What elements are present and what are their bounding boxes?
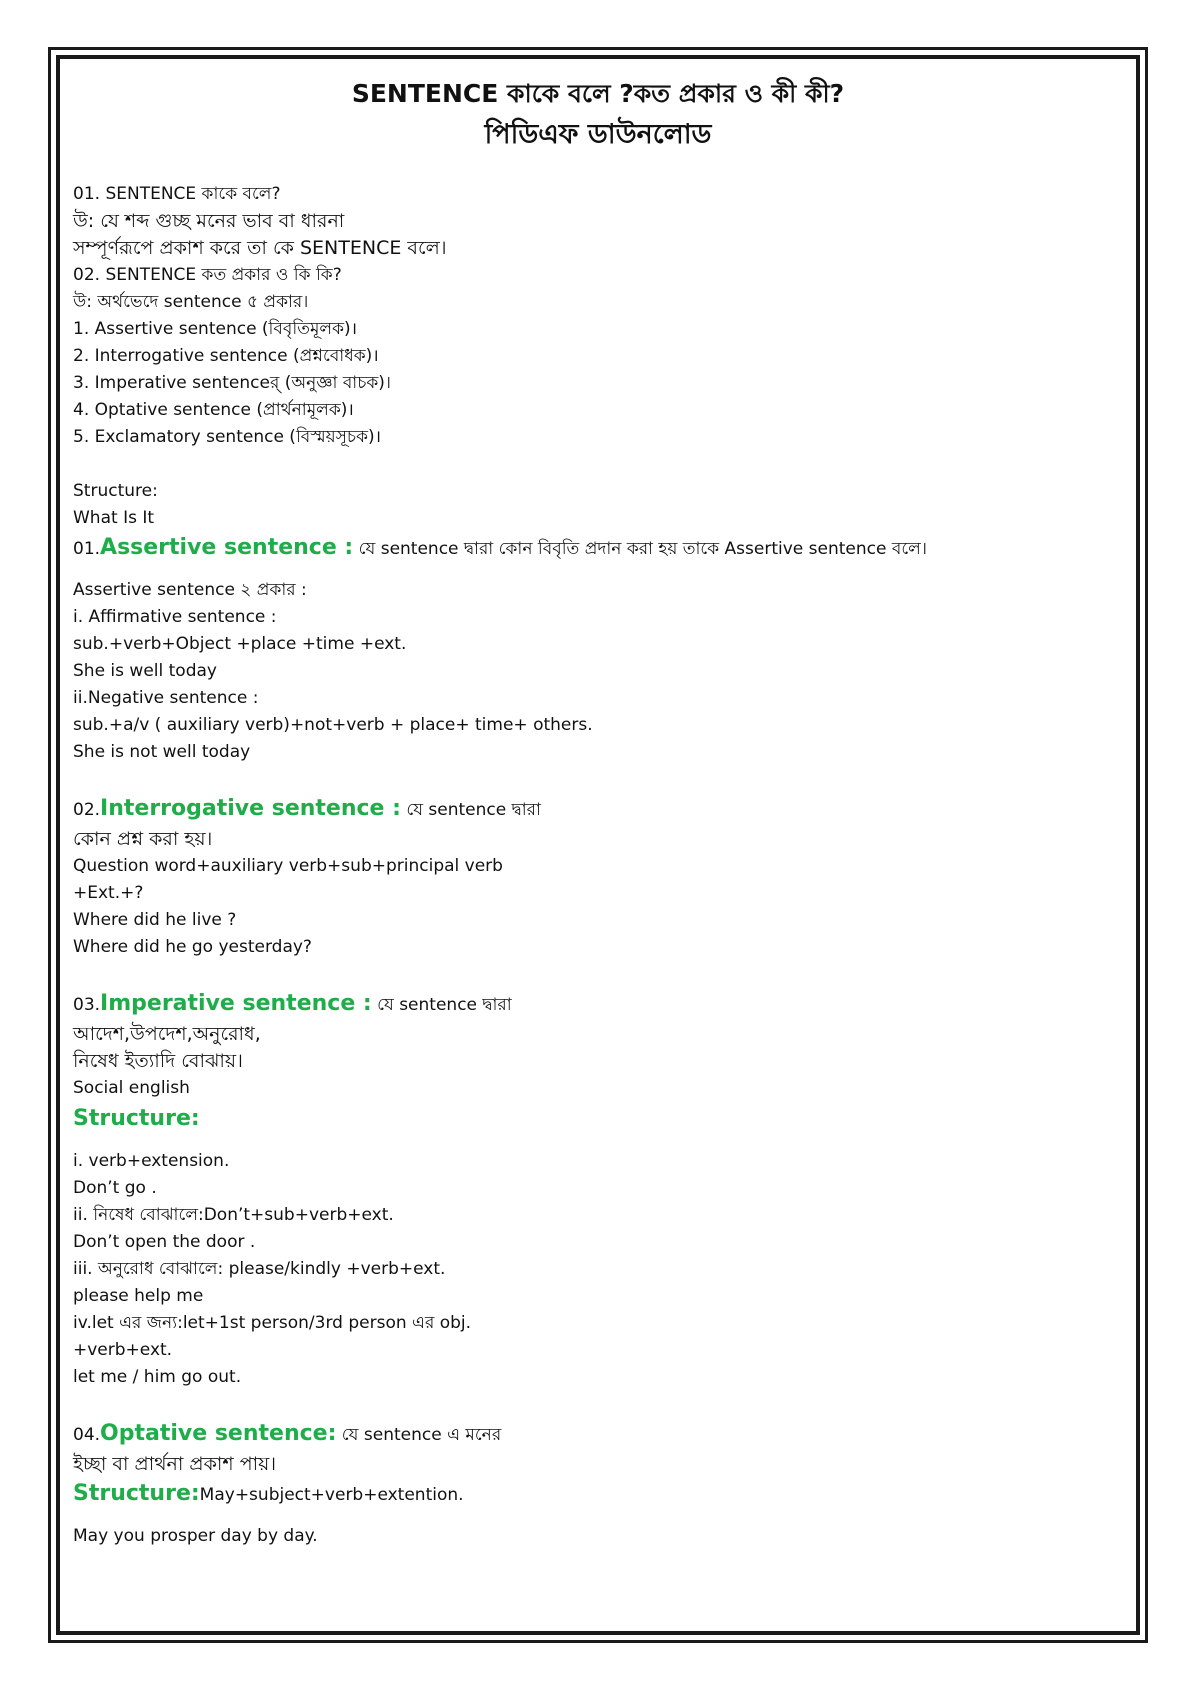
intro-line: 4. Optative sentence (প্রার্থনামূলক)। <box>73 400 354 420</box>
intro-line: 02. SENTENCE কত প্রকার ও কি কি? <box>73 265 342 285</box>
optative-definition: যে sentence এ মনের <box>336 1425 502 1445</box>
section-number: 03. <box>73 995 101 1015</box>
interrogative-definition-cont: কোন প্রশ্ন করা হয়। <box>73 828 213 850</box>
assertive-definition: যে sentence দ্বারা কোন বিবৃতি প্রদান করা হয় তাকে Assertive sentence বলে। <box>353 539 927 559</box>
intro-line: উ: অর্থভেদে sentence ৫ প্রকার। <box>73 292 309 312</box>
interrogative-line: Where did he go yesterday? <box>73 937 312 957</box>
document-body <box>73 75 1123 1550</box>
intro-section <box>73 181 1123 451</box>
optative-structure-text: May+subject+verb+extention. <box>199 1485 464 1505</box>
interrogative-line: +Ext.+? <box>73 883 144 903</box>
imperative-heading-line <box>73 988 1123 1021</box>
imperative-line: please help me <box>73 1286 204 1306</box>
intro-line: সম্পূর্ণরূপে প্রকাশ করে তা কে SENTENCE বলে। <box>73 237 447 259</box>
interrogative-section <box>73 793 1123 961</box>
optative-heading: Optative sentence: <box>100 1421 337 1446</box>
interrogative-heading-line <box>73 793 1123 826</box>
section-number: 01. <box>73 539 101 559</box>
intro-line: 1. Assertive sentence (বিবৃতিমূলক)। <box>73 319 358 339</box>
optative-heading-line <box>73 1418 1123 1451</box>
intro-line: 01. SENTENCE কাকে বলে? <box>73 184 281 204</box>
assertive-line: ii.Negative sentence : <box>73 688 259 708</box>
assertive-line: sub.+verb+Object +place +time +ext. <box>73 634 407 654</box>
assertive-line: She is well today <box>73 661 217 681</box>
imperative-social: Social english <box>73 1078 190 1098</box>
assertive-line: She is not well today <box>73 742 251 762</box>
optative-structure-heading: Structure: <box>73 1481 200 1506</box>
imperative-structure-heading: Structure: <box>73 1106 200 1131</box>
imperative-line: iii. অনুরোধ বোঝালে: please/kindly +verb+ext. <box>73 1259 446 1279</box>
section-number: 04. <box>73 1425 101 1445</box>
intro-line: উ: যে শব্দ গুচ্ছ মনের ভাব বা ধারনা <box>73 210 345 232</box>
optative-section <box>73 1418 1123 1550</box>
section-number: 02. <box>73 800 101 820</box>
imperative-line: ii. নিষেধ বোঝালে:Don’t+sub+verb+ext. <box>73 1205 394 1225</box>
intro-line: 5. Exclamatory sentence (বিস্ময়সূচক)। <box>73 427 382 447</box>
intro-line: 3. Imperative sentenceর্ (অনুজ্ঞা বাচক)। <box>73 373 391 393</box>
assertive-heading-line <box>73 532 1123 565</box>
imperative-definition: যে sentence দ্বারা <box>371 995 512 1015</box>
imperative-heading: Imperative sentence : <box>100 991 372 1016</box>
assertive-line: sub.+a/v ( auxiliary verb)+not+verb + place+ time+ others. <box>73 715 593 735</box>
interrogative-definition: যে sentence দ্বারা <box>400 800 541 820</box>
assertive-heading: Assertive sentence : <box>100 535 354 560</box>
imperative-line: iv.let এর জন্য:let+1st person/3rd person এর obj. <box>73 1313 472 1333</box>
what-is-it-label: What Is It <box>73 508 155 528</box>
page-title: SENTENCE কাকে বলে ?কত প্রকার ও কী কী? <box>351 79 845 108</box>
imperative-definition-cont: আদেশ,উপদেশ,অনুরোধ, <box>73 1023 261 1045</box>
assertive-line: i. Affirmative sentence : <box>73 607 277 627</box>
assertive-line: Assertive sentence ২ প্রকার : <box>73 580 307 600</box>
imperative-definition-cont: নিষেধ ইত্যাদি বোঝায়। <box>73 1050 243 1072</box>
imperative-line: Don’t open the door . <box>73 1232 256 1252</box>
intro-line: 2. Interrogative sentence (প্রশ্নবোধক)। <box>73 346 379 366</box>
imperative-section <box>73 988 1123 1391</box>
page-subtitle: পিডিএফ ডাউনলোড <box>484 119 712 150</box>
optative-example: May you prosper day by day. <box>73 1526 318 1546</box>
imperative-line: i. verb+extension. <box>73 1151 230 1171</box>
imperative-line: +verb+ext. <box>73 1340 173 1360</box>
imperative-line: let me / him go out. <box>73 1367 242 1387</box>
interrogative-heading: Interrogative sentence : <box>100 796 401 821</box>
optative-structure-line <box>73 1478 1123 1511</box>
assertive-section <box>73 532 1123 766</box>
interrogative-line: Where did he live ? <box>73 910 237 930</box>
interrogative-line: Question word+auxiliary verb+sub+principal verb <box>73 856 503 876</box>
optative-definition-cont: ইচ্ছা বা প্রার্থনা প্রকাশ পায়। <box>73 1453 277 1475</box>
structure-label: Structure: <box>73 481 158 501</box>
imperative-line: Don’t go . <box>73 1178 157 1198</box>
